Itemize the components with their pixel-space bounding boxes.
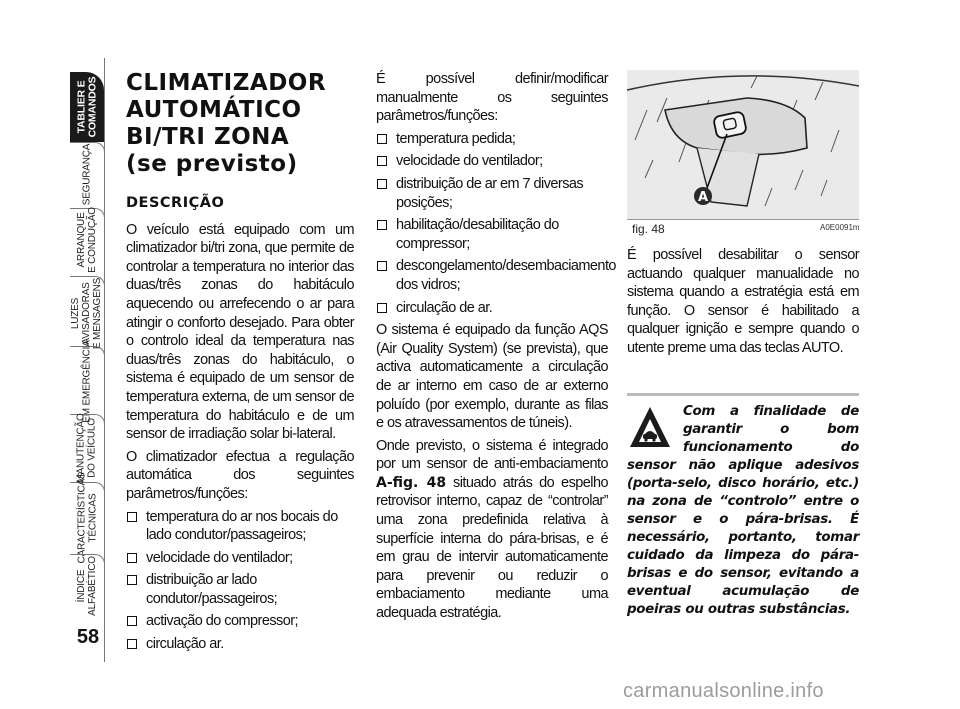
tab-luzes-avisadoras[interactable] <box>70 278 104 348</box>
sidebar-chapter-index <box>0 0 110 709</box>
figure-caption: fig. 48 <box>632 222 665 236</box>
list-item: circulação ar. <box>126 635 354 654</box>
list-item: velocidade do ventilador; <box>126 549 354 568</box>
tab-em-emergencia[interactable] <box>70 339 104 423</box>
list-item: distribuição ar lado condutor/passageiros; <box>126 571 354 608</box>
list-item: habilitação/desabilitação do compressor; <box>376 216 608 253</box>
watermark: carmanualsonline.info <box>623 680 824 702</box>
list-item: descongelamento/desembaciamento dos vidros; <box>376 257 608 294</box>
list-item: temperatura pedida; <box>376 130 608 149</box>
tab-label: EM EMERGÊNCIA <box>81 339 93 423</box>
figure-rule <box>627 219 859 220</box>
aqs-paragraph: O sistema é equipado da função AQS (Air Quality System) (se prevista), que activa automaticamente a circulação de ar interno em caso de ar externo poluído (por exemplo, durante as filas e os atravessamentos de túneis). <box>376 322 608 432</box>
manual-functions-list <box>376 130 616 317</box>
tab-label: SEGURANÇA <box>81 143 93 205</box>
list-item: velocidade do ventilador; <box>376 152 608 171</box>
list-item: distribuição de ar em 7 diversas posições; <box>376 175 608 212</box>
tab-label: TABLIER E COMANDOS <box>75 76 99 138</box>
automatic-functions-list <box>126 508 354 654</box>
figure-code: A0E0091m <box>820 223 860 232</box>
list-item: circulação de ar. <box>376 299 608 318</box>
tab-label: CARACTERÍSTICAS TÉCNICAS <box>76 472 98 564</box>
tab-caracteristicas-tecnicas[interactable] <box>70 472 104 564</box>
tab-label: ÍNDICE ALFABÉTICO <box>76 556 98 616</box>
tab-tablier-e-comandos[interactable] <box>70 72 104 142</box>
tab-label: LUZES AVISADORAS E MENSAGENS <box>70 277 104 349</box>
tab-label: ARRANQUE E CONDUÇÃO <box>76 207 99 273</box>
regulation-intro: O climatizador efectua a regulação automática dos seguintes parâmetros/funções: <box>126 448 354 502</box>
manual-intro: É possível definir/modificar manualmente os seguintes parâmetros/funções: <box>376 71 608 125</box>
figure-marker-a: A <box>697 190 709 205</box>
sensor-disable-paragraph: É possível desabilitar o sensor actuando qualquer manualidade no sistema quando a estratégia está em função. O sensor é habilitado a qualquer ignição e sempre quando o utente preme uma das teclas AUTO. <box>627 247 859 356</box>
column-2 <box>376 70 616 627</box>
tab-arranque-e-conducao[interactable] <box>70 208 104 272</box>
warning-text: Com a finalidade de garantir o bom funcionamento do sensor não aplique adesivos (porta-selo, disco horário, etc.) na zona de “controlo” entre o sensor e o pára-brisas. É necessário, portanto, tomar cuidado da limpeza do pára-brisas e do sensor, evitando a eventual acumulação de poeiras ou outras substâncias. <box>627 404 859 617</box>
description-paragraph: O veículo está equipado com um climatizador bi/tri zona, que permite de controlar a temperatura no interior das duas/três zonas do habitáculo aquecendo ou arrefecendo o ar para atingir o conforto desejado. Para obter o controlo ideal da temperatura nas duas/três zonas do habitáculo, o sistema é equipado de um sensor de temperatura externa, de um sensor de temperatura do habitáculo e de um sensor de irradiação solar bi-lateral. <box>126 221 354 443</box>
figure-reference[interactable]: A-fig. 48 <box>376 474 447 491</box>
tab-indice-alfabetico[interactable] <box>70 554 104 618</box>
list-item: temperatura do ar nos bocais do lado condutor/passageiros; <box>126 508 354 545</box>
sensor-paragraph: Onde previsto, o sistema é integrado por um sensor de anti-embaciamento A-fig. 48 situado atrás do espelho retrovisor interno, capaz de “controlar” uma zona predefinida relativa à superfície interna do pára-brisas, e é em grau de intervir automaticamente para prevenir ou reduzir o embaciamento mediante uma adequada estratégia. <box>376 437 609 622</box>
tab-label: MANUTENÇÃO DO VEÍCULO <box>76 413 98 483</box>
section-title: DESCRIÇÃO <box>126 195 225 211</box>
page-title: CLIMATIZADOR AUTOMÁTICO BI/TRI ZONA (se previsto) <box>126 70 327 177</box>
column-1 <box>126 70 354 658</box>
list-item: activação do compressor; <box>126 612 354 631</box>
column-3 <box>627 246 859 362</box>
warning-triangle-icon <box>627 403 673 453</box>
page-number: 58 <box>76 626 100 648</box>
windshield-sensor-drawing <box>627 70 859 220</box>
warning-rule <box>627 393 859 396</box>
warning-note <box>627 403 859 619</box>
tab-seguranca[interactable] <box>70 142 104 206</box>
figure-48-illustration <box>627 70 859 220</box>
